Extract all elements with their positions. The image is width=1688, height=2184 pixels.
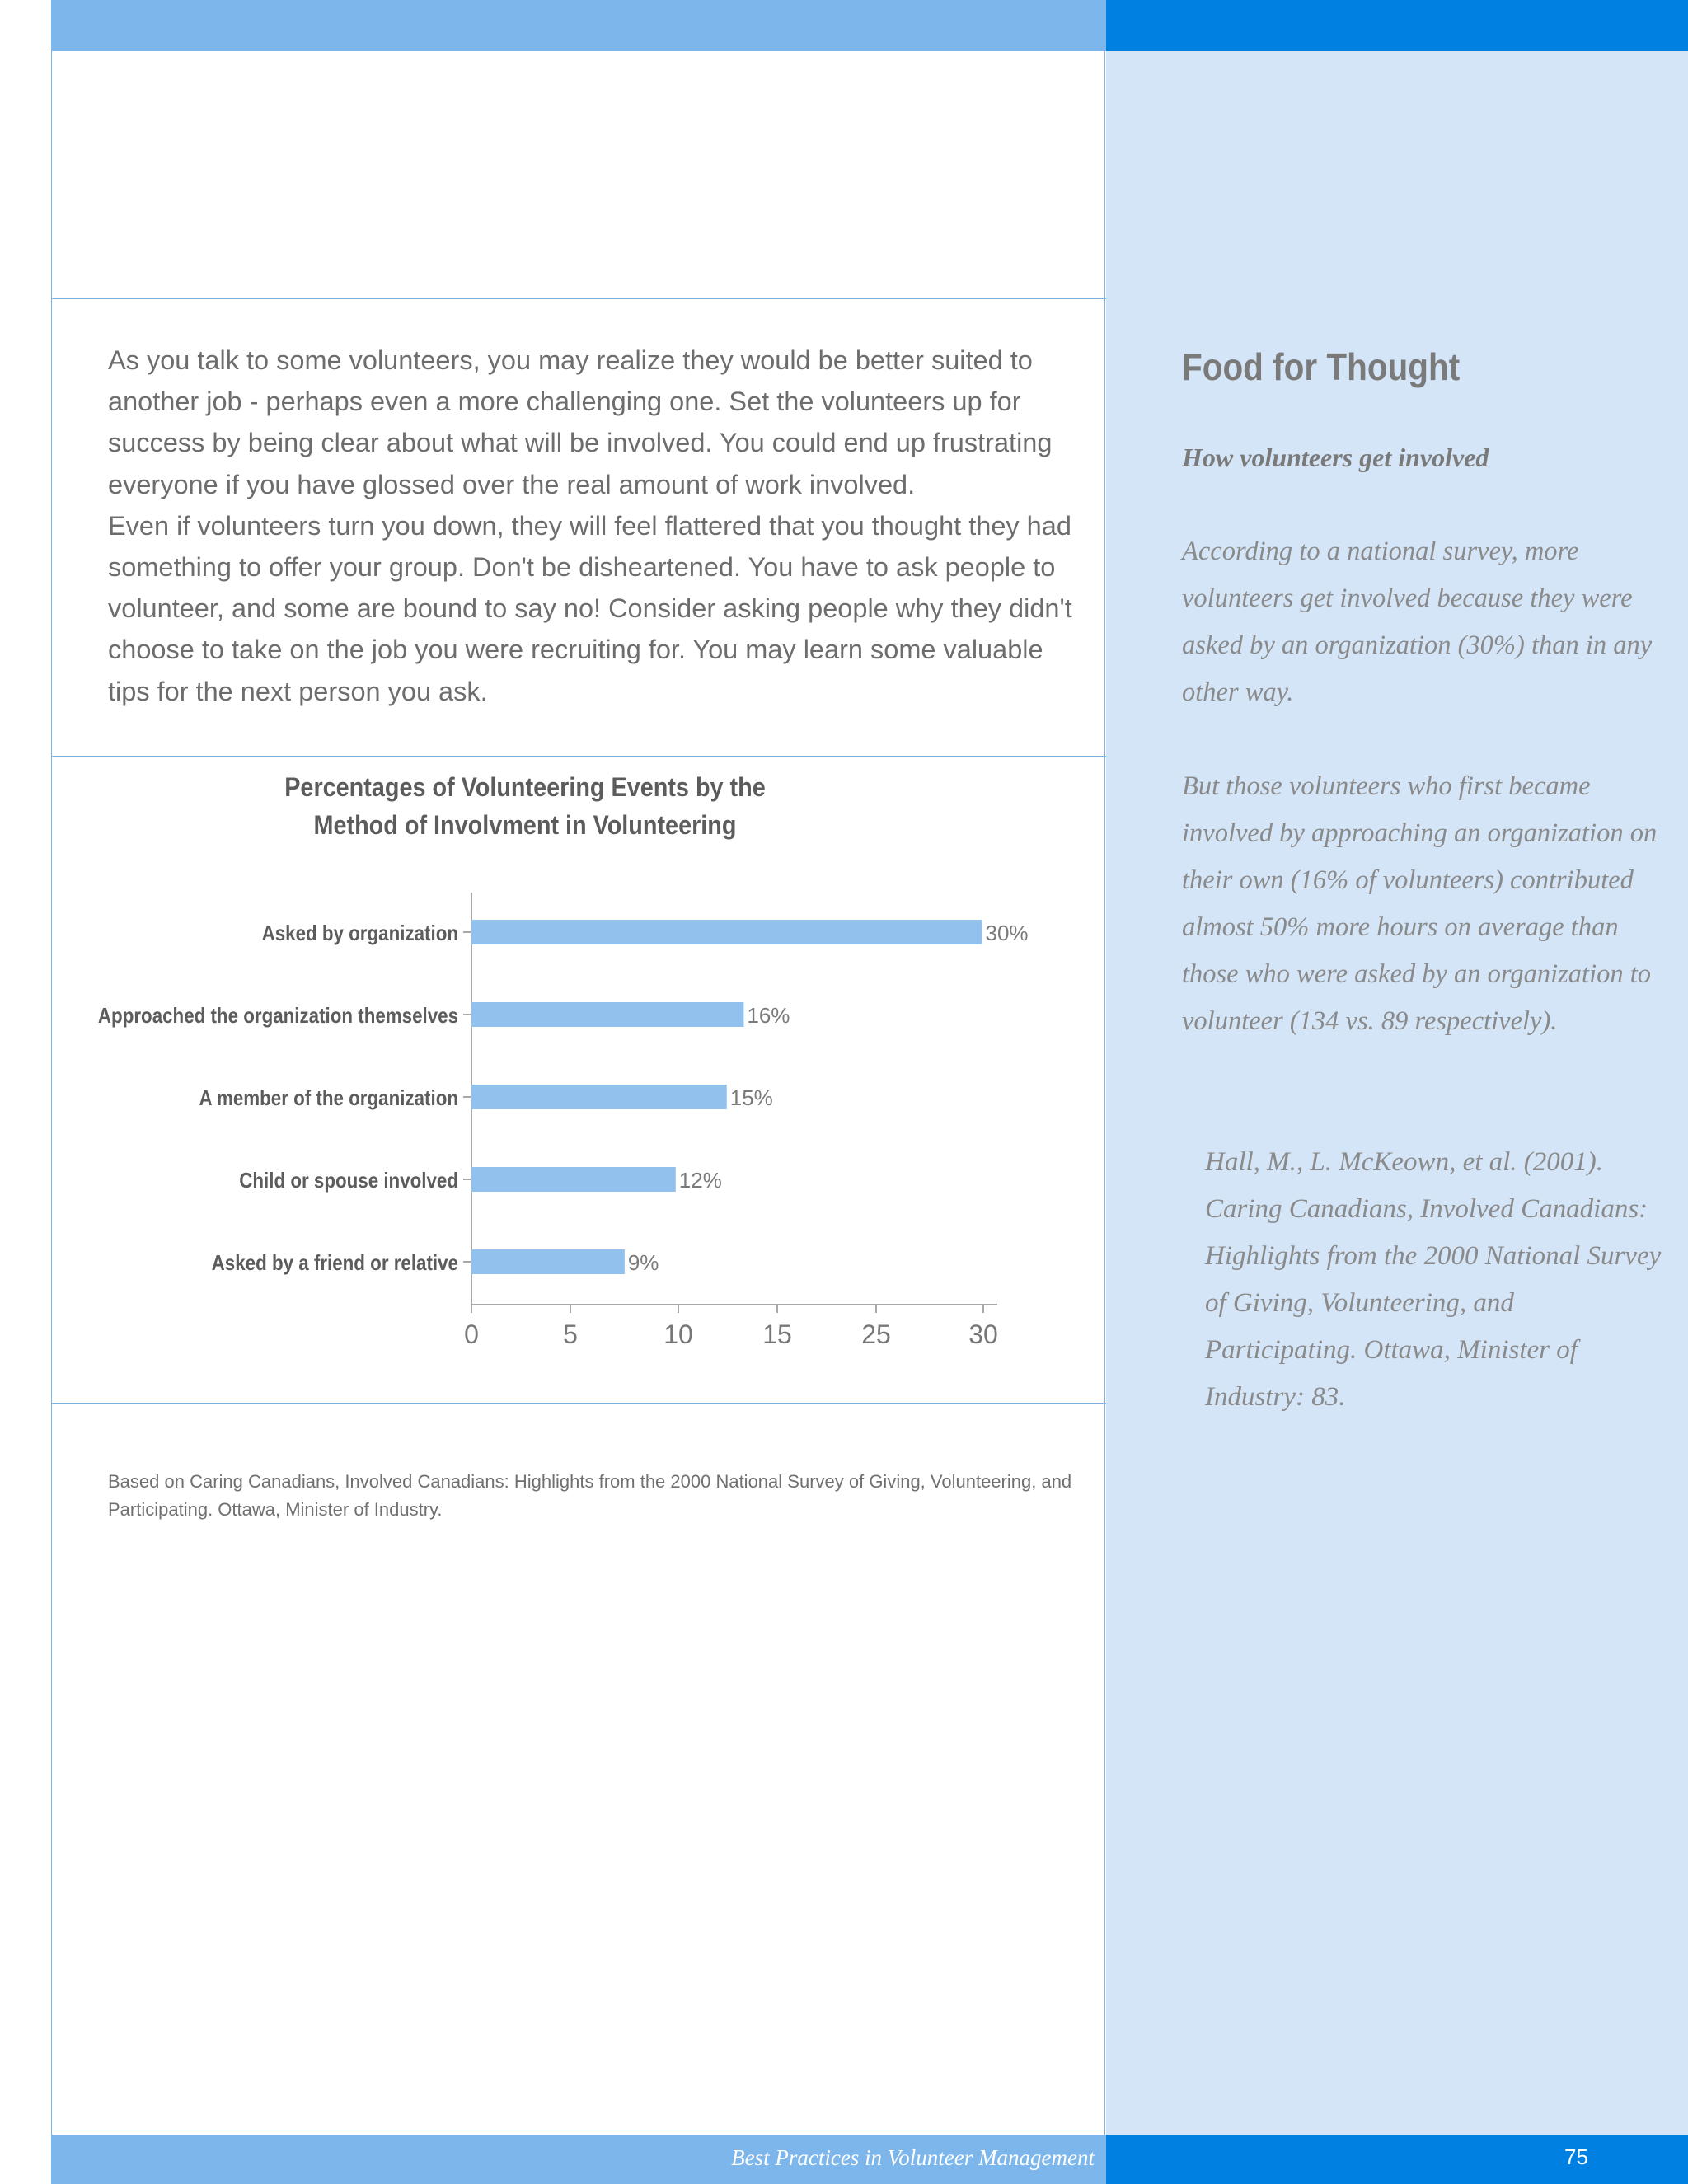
x-tick-label: 15	[762, 1319, 792, 1349]
bar	[471, 1249, 625, 1274]
bar	[471, 1167, 676, 1192]
value-label: 9%	[627, 1250, 659, 1275]
category-label: Approached the organization themselves	[97, 1004, 458, 1029]
chart-title: Percentages of Volunteering Events by the	[284, 772, 766, 803]
x-tick-label: 10	[663, 1319, 693, 1349]
sidebar-subheading: How volunteers get involved	[1182, 443, 1489, 472]
header-bar-left	[51, 0, 1106, 51]
page-number: 75	[1564, 2144, 1588, 2169]
article-paragraph: Even if volunteers turn you down, they will feel flattered that you thought they had something to offer your group. Don't be disheartened. You have to ask people to volunteer, and some are bound to say no! Consider asking people why they didn't choose to take on the job you were recruiting for. You may learn some valuable tips for the next person you ask.	[108, 510, 1072, 706]
footer-title: Best Practices in Volunteer Management	[731, 2145, 1095, 2170]
x-tick-label: 30	[968, 1319, 998, 1349]
bar-chart-svg	[51, 757, 1106, 1403]
sidebar-citation: Hall, M., L. McKeown, et al. (2001). Caring Canadians, Involved Canadians: Highlights from the 2000 National Survey of Giving, Volunteering, and Participating. Ottawa, Minister of Industry: 83.	[1205, 1147, 1662, 1412]
sidebar-heading: Food for Thought	[1182, 345, 1461, 388]
bar-chart	[51, 757, 1106, 1403]
header-bar-right	[1106, 0, 1688, 51]
category-label: Child or spouse involved	[239, 1169, 458, 1193]
bar	[471, 920, 982, 944]
sidebar-paragraph: According to a national survey, more volunteers get involved because they were asked by an organization (30%) than in any other way.	[1182, 537, 1653, 707]
footer-bar-left	[51, 2135, 1106, 2184]
bar	[471, 1085, 727, 1109]
article-body	[108, 340, 1081, 712]
value-label: 12%	[678, 1168, 722, 1193]
category-label: Asked by a friend or relative	[211, 1251, 458, 1276]
x-tick-label: 0	[464, 1319, 479, 1349]
value-label: 30%	[985, 921, 1029, 945]
value-label: 15%	[729, 1085, 773, 1110]
article-paragraph: As you talk to some volunteers, you may realize they would be better suited to another job - perhaps even a more challenging one. Set the volunteers up for success by being clear about what will be involved. You could end up frustrating everyone if you have glossed over the real amount of work involved.	[108, 345, 1053, 499]
footer-bar-right	[1106, 2135, 1688, 2184]
divider-line	[51, 298, 1106, 299]
x-tick-label: 5	[563, 1319, 578, 1349]
category-label: A member of the organization	[199, 1086, 458, 1111]
bar	[471, 1002, 743, 1027]
divider-line	[51, 1403, 1106, 1404]
x-tick-label: 25	[861, 1319, 891, 1349]
category-label: Asked by organization	[261, 921, 458, 946]
chart-title: Method of Involvment in Volunteering	[313, 810, 737, 841]
value-label: 16%	[747, 1003, 790, 1028]
source-note: Based on Caring Canadians, Involved Canadians: Highlights from the 2000 National Survey of Giving, Volunteering, and Participating. Ottawa, Minister of Industry.	[108, 1471, 1072, 1520]
sidebar-paragraph: But those volunteers who first became involved by approaching an organization on their own (16% of volunteers) contributed almost 50% more hours on average than those who were asked by an organization to volunteer (134 vs. 89 respectively).	[1182, 771, 1658, 1036]
